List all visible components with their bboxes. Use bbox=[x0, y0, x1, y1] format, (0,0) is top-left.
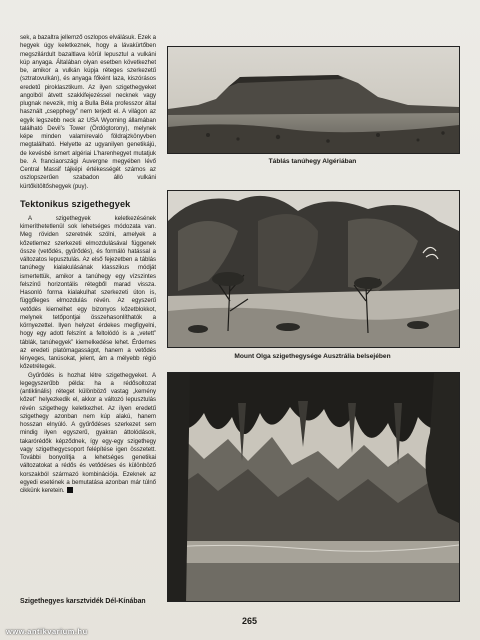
paragraph-3-text: Gyűrődés is hozhat létre szigethegyeket. A legegyszerűbb példa: ha a rédősoltozat (antiklinális) réteget különböző vastag „kemény kőzet” helyezkedik el, akkor a változó lepusztulás révén szigethegy keletkezhet. Az ilyen eredetű szigethegy azonban nem kúp alakú, hanem hosszan elnyúló. A gyűrődéses szerkezet sem mindig ilyen egyszerű, gyakran áttolódások, takarórédők képződnek, így egy-egy szigethegy vagy szigethegycsoport felépítése igen összetett. További bonyolítja a lehetséges genetikai változatokat a rédős és vetődéses és különböző korszakból származó kombinációja. Ezeknek az egyedi esetének a bemutatása azonban már túlnő cikkünk keretein. bbox=[20, 371, 156, 494]
paragraph-1: sek, a bazaltra jellemző oszlopos elválásuk. Ezek a hegyek úgy keletkeznek, hogy a lávakürtőben megszilárdult bazaltlava körül lepusztul a vulkáni kúp anyaga. Általában olyan esetben következhet be, amikor a vulkán kúpja réteges szerkezetű (sztratovulkán), és anyaga főként laza, kiszórásos eredetű piroklasztikum. Az ilyen szigethegyeket angolból átvett szakkifejezéssel necknek vagy plugnak nevezik, míg a Bulla Béla professzor által használt „csepphegy” nem terjedt el. A világon az egyik legszebb neck az USA Wyoming államában található Devil’s Tower (Ördögtorony), melynek képe minden valamirevaló földrajzkönyvben megtalálható. Helyette az ugyanilyen genetikájú, de kevésbé ismert algériai L’harenhegyet mutatjuk be. A franciaországi Auvergne megyében lévő Central Massif tájképi értékességét számos az oszlopszerűen szabadon álló vulkáni kürtőkitöltőshegyek (puy). bbox=[20, 34, 156, 190]
photo-karst-landscape-image bbox=[168, 373, 459, 601]
paragraph-3 bbox=[20, 372, 156, 496]
caption-figure-2: Mount Olga szigethegysége Ausztrália belsejében bbox=[234, 353, 391, 360]
photo-mount-olga-image bbox=[168, 191, 459, 347]
text-column bbox=[20, 34, 156, 495]
photo-mount-olga bbox=[167, 190, 460, 348]
end-of-article-mark bbox=[67, 487, 73, 493]
paragraph-2: A szigethegyek keletkezésének kimeríthetetlenül sok lehetséges módozata van. Meg röviden szeretnék szólni, amelyek a kőzetlemez szerkezeti elmozdulásával függenek össze (vetődés, gyűrődés), és formáló hatással a változatos lepusztulás. Az első fejezetben a táblás tanúhegy kialakulásának klasszikus módját ismertettük, amikor a tanúhegy egy vízszintes felszínű horizontális rétegből marad vissza. Hasonló forma kialakulhat szerkezeti úton is, függőleges elmozdulás révén. Az egyszerű vetődés kiemelhet egy bizonyos kőzetblokkot, melynek tetőpontjai összehasonlíthatók a környezettel. Ilyen helyzet érdekes megfigyelni, hogy egy adott felszínt a feltolódó is a „vetett” táblák, tanúhegyek” kiemelkedése lehet. Érdemes az eredeti platómagasságot, hanem a vetődés lényeges, tanúsokat, jelent, ám a mélyebb régió kőzetrétegek. bbox=[20, 214, 156, 371]
photo-table-mountain bbox=[167, 46, 460, 154]
page-number: 265 bbox=[242, 616, 258, 626]
caption-figure-1: Táblás tanúhegy Algériában bbox=[268, 158, 357, 165]
caption-figure-3: Szigethegyes karsztvidék Dél-Kínában bbox=[20, 598, 146, 605]
photo-table-mountain-image bbox=[168, 47, 459, 153]
photo-karst-landscape bbox=[167, 372, 460, 602]
section-heading: Tektonikus szigethegyek bbox=[20, 198, 131, 209]
watermark: www.antikvarium.hu bbox=[6, 627, 88, 636]
